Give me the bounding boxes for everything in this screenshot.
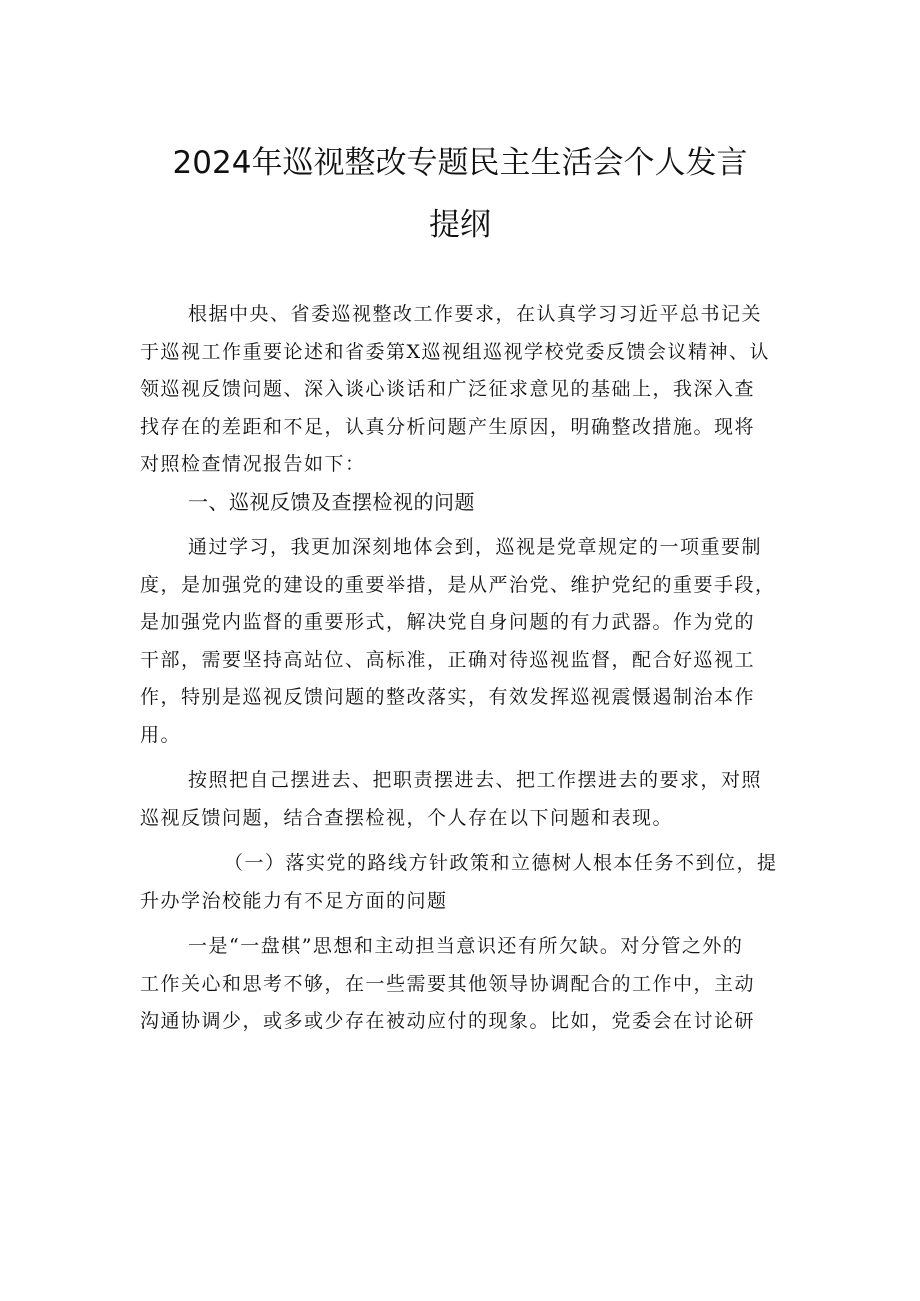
text-line: 于巡视工作重要论述和省委第X巡视组巡视学校党委反馈会议精神、认 [140, 340, 771, 363]
text-line: 领巡视反馈问题、深入谈心谈话和广泛征求意见的基础上，我深入查 [140, 378, 756, 400]
text-line: 工作关心和思考不够，在一些需要其他领导协调配合的工作中，主动 [140, 972, 756, 995]
subsection-heading [140, 845, 790, 920]
paragraph-study [140, 529, 790, 754]
title-line-1: 2024年巡视整改专题民主生活会个人发言 [172, 145, 748, 181]
document-title [0, 132, 920, 256]
text-line: 按照把自己摆进去、把职责摆进去、把工作摆进去的要求，对照 [188, 769, 763, 791]
text-line: 作，特别是巡视反馈问题的整改落实，有效发挥巡视震慑遏制治本作 [140, 686, 756, 708]
text-line: 一是“一盘棋”思想和主动担当意识还有所欠缺。对分管之外的 [188, 935, 744, 957]
paragraph-requirements [140, 762, 790, 837]
text-line: 巡视反馈问题，结合查摆检视，个人存在以下问题和表现。 [140, 806, 674, 829]
spacer [140, 920, 790, 928]
paragraph-point-one [140, 928, 790, 1041]
text-line: 是加强党内监督的重要形式，解决党自身问题的有力武器。作为党的 [140, 611, 756, 633]
paragraph-intro [140, 296, 790, 484]
text-line: 对照检查情况报告如下： [140, 453, 366, 475]
spacer [140, 521, 790, 529]
spacer [140, 837, 790, 845]
text-line: 沟通协调少，或多或少存在被动应付的现象。比如，党委会在讨论研 [140, 1010, 756, 1032]
text-line: 度，是加强党的建设的重要举措，是从严治党、维护党纪的重要手段， [140, 573, 776, 596]
text-line: 干部，需要坚持高站位、高标准，正确对待巡视监督，配合好巡视工 [140, 648, 756, 671]
section-heading-text: 一、巡视反馈及查摆检视的问题 [188, 489, 475, 514]
text-line: 找存在的差距和不足，认真分析问题产生原因，明确整改措施。现将 [140, 415, 756, 438]
text-line: 根据中央、省委巡视整改工作要求，在认真学习习近平总书记关 [188, 303, 763, 325]
text-line: （一）落实党的路线方针政策和立德树人根本任务不到位，提 [224, 852, 778, 874]
spacer [140, 754, 790, 762]
section-heading [140, 484, 790, 522]
document-body [140, 296, 790, 1041]
title-line-2: 提纲 [429, 207, 491, 243]
text-line: 升办学治校能力有不足方面的问题 [140, 889, 448, 912]
text-line: 通过学习，我更加深刻地体会到，巡视是党章规定的一项重要制 [188, 536, 763, 558]
text-line: 用。 [140, 723, 182, 746]
